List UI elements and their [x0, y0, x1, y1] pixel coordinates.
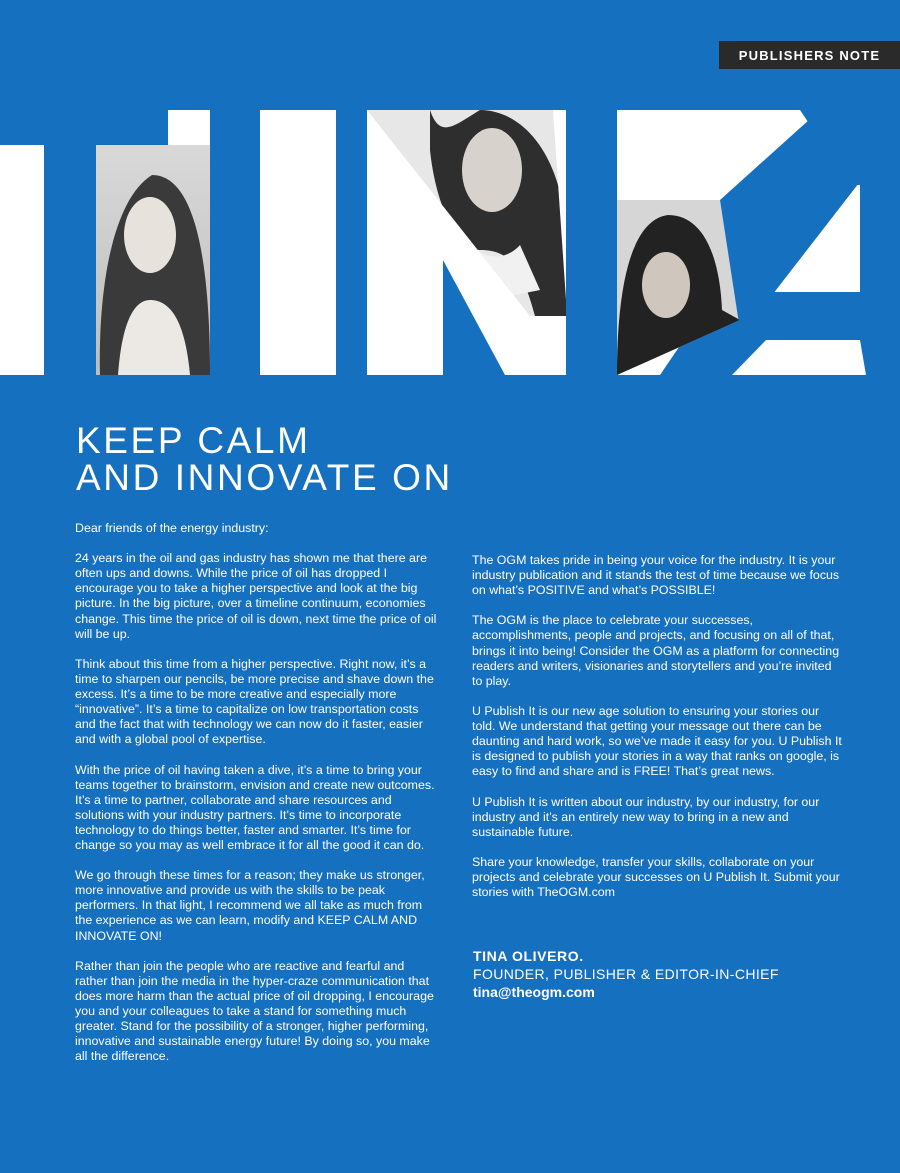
headline-line-2: AND INNOVATE ON	[76, 457, 453, 498]
paragraph: The OGM is the place to celebrate your successes, accomplishments, people and projects, and focusing on all of that, brings it into being! Consider the OGM as a platform for connecting readers and writers, visionaries and storytellers and you’re invited to play.	[472, 613, 840, 688]
hero-tina-letters	[0, 0, 900, 400]
paragraph: Rather than join the people who are reactive and fearful and rather than join the media in the hyper-craze communication that does more harm than the actual price of oil dropping, I encourage you and your colleagues to take a stand for something much greater. Stand for the possibility of a stronger, higher performing, innovative and sustainable energy future! By doing so, you make all the difference.	[75, 958, 434, 1064]
signature-block	[473, 947, 779, 1001]
paragraph: We go through these times for a reason; they make us stronger, more innovative and provide us with the skills to be peak performers. In that light, I recommend we all take as much from the experience as we can learn, modify and KEEP CALM AND INNOVATE ON!	[75, 868, 425, 943]
letter-i	[260, 110, 336, 375]
paragraph: Think about this time from a higher perspective. Right now, it’s a time to sharpen our pencils, be more precise and shave down the excess. It’s a time to be more creative and especially more “innovative”. It’s a time to capitalize on low transportation costs and the fact that with technology we can now do it faster, easier and with a global pool of expertise.	[75, 656, 434, 747]
paragraph: U Publish It is written about our industry, by our industry, for our industry and it’s an entirely new way to bring in a new and sustainable future.	[472, 794, 820, 839]
right-column	[472, 553, 842, 915]
signature-title: FOUNDER, PUBLISHER & EDITOR-IN-CHIEF	[473, 966, 779, 982]
paragraph: Dear friends of the energy industry:	[75, 521, 269, 535]
portrait-photo-1	[96, 145, 210, 375]
paragraph: Share your knowledge, transfer your skills, collaborate on your projects and celebrate your successes on U Publish It. Submit your stories with TheOGM.com	[472, 854, 840, 900]
paragraph: The OGM takes pride in being your voice for the industry. It is your industry publication and it stands the test of time because we focus on what’s POSITIVE and what’s POSSIBLE!	[472, 553, 840, 598]
signature-name: TINA OLIVERO.	[473, 948, 584, 964]
page-headline	[76, 422, 453, 496]
paragraph: U Publish It is our new age solution to ensuring your stories our told. We understand that getting your message out there can be daunting and hard work, so we’ve made it easy for you. U Publish It is designed to publish your stories in a way that ranks on google, is easy to find and share and is FREE! That’s great news.	[472, 703, 842, 779]
paragraph: With the price of oil having taken a dive, it’s a time to bring your teams together to brainstorm, envision and create new outcomes. It’s a time to partner, collaborate and share resources and solutions with your industry partners. It’s time to incorporate technology to do things better, faster and smarter. It’s time for change so you may as well embrace it for all the good it can do.	[75, 762, 435, 852]
signature-email[interactable]: tina@theogm.com	[473, 984, 595, 1000]
section-badge: PUBLISHERS NOTE	[719, 41, 900, 69]
paragraph: 24 years in the oil and gas industry has shown me that there are often ups and downs. While the price of oil has dropped I encourage you to take a higher perspective and look at the big picture. In the big picture, over a timeline continuum, economies change. This time the price of oil is down, next time the price of oil will be up.	[75, 551, 437, 641]
headline-line-1: KEEP CALM	[76, 420, 311, 461]
left-column	[75, 521, 440, 1079]
